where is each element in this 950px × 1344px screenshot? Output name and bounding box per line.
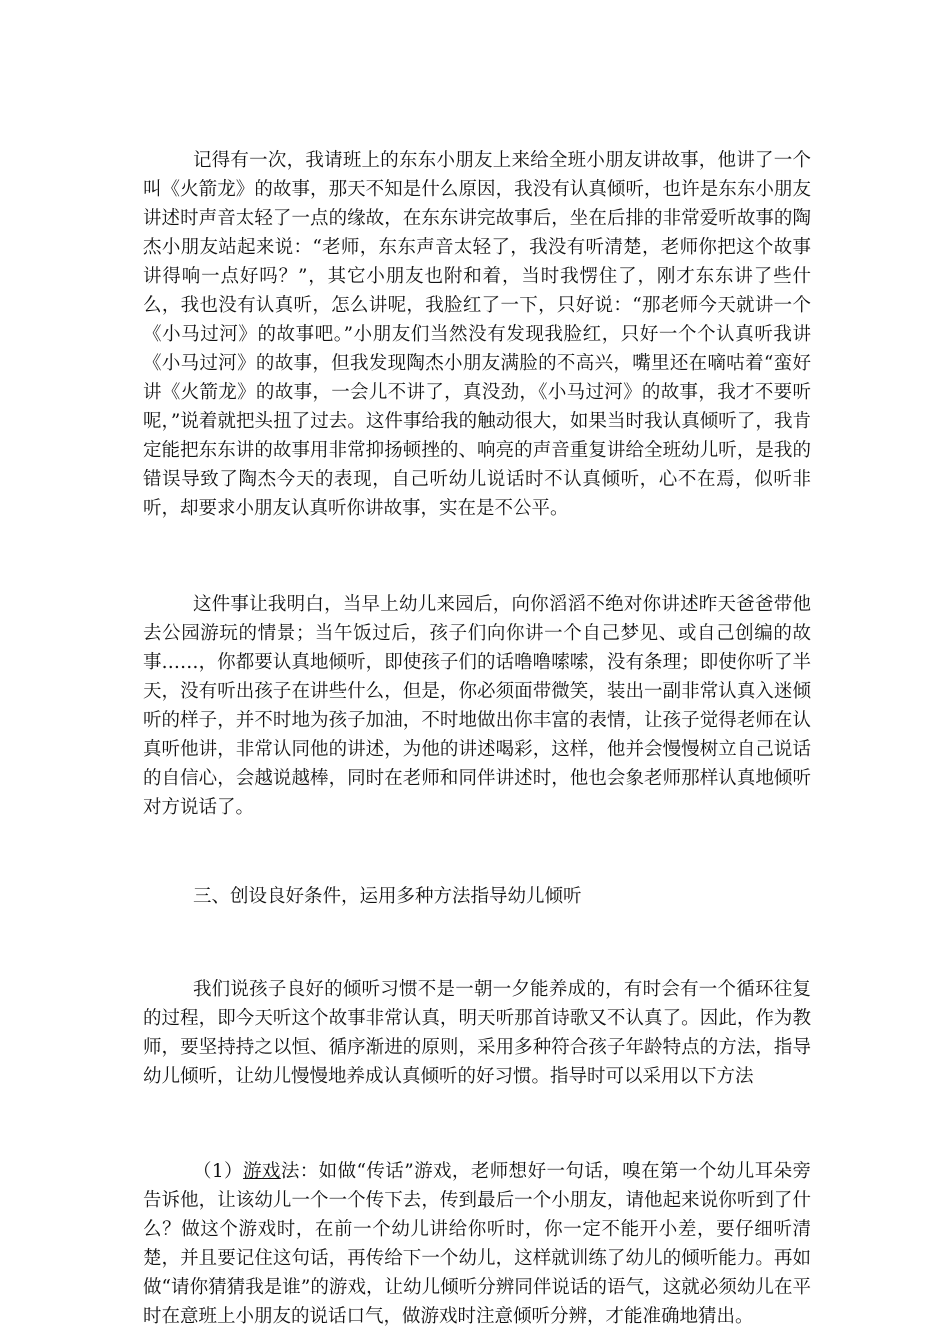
paragraph-2: 这件事让我明白，当早上幼儿来园后，向你滔滔不绝对你讲述昨天爸爸带他去公园游玩的情景；当午饭过后，孩子们向你讲一个自己梦见、或自己创编的故事……，你都要认真地倾听，即使孩子们的话噜噜嗦嗦，没有条理；即使你听了半天，没有听出孩子在讲些什么，但是，你必须面带微笑，装出一副非常认真入迷倾听的样子，并不时地为孩子加油，不时地做出你丰富的表情，让孩子觉得老师在认真听他讲，非常认同他的讲述，为他的讲述喝彩，这样，他并会慢慢树立自己说话的自信心，会越说越棒，同时在老师和同伴讲述时，他也会象老师那样认真地倾听对方说话了。 bbox=[143, 594, 811, 818]
document-page bbox=[143, 146, 811, 1331]
game-link[interactable]: 游戏 bbox=[242, 1161, 281, 1182]
paragraph-3: 我们说孩子良好的倾听习惯不是一朝一夕能养成的，有时会有一个循环往复的过程，即今天听这个故事非常认真，明天听那首诗歌又不认真了。因此，作为教师，要坚持持之以恒、循序渐进的原则，采用多种符合孩子年龄特点的方法，指导幼儿倾听，让幼儿慢慢地养成认真倾听的好习惯。指导时可以采用以下方法 bbox=[143, 979, 811, 1087]
paragraph-4-text: 法：如做“传话”游戏，老师想好一句话，嗅在第一个幼儿耳朵旁告诉他，让该幼儿一个一个传下去，传到最后一个小朋友，请他起来说你听到了什么？做这个游戏时，在前一个幼儿讲给你听时，你一定不能开小差，要仔细听清楚，并且要记住这句话，再传给下一个幼儿，这样就训练了幼儿的倾听能力。再如做“请你猜猜我是谁”的游戏，让幼儿倾听分辨同伴说话的语气，这就必须幼儿在平时在意班上小朋友的说话口气，做游戏时注意倾听分辨，才能准确地猜出。 bbox=[143, 1161, 811, 1327]
paragraph-1: 记得有一次，我请班上的东东小朋友上来给全班小朋友讲故事，他讲了一个叫《火箭龙》的故事，那天不知是什么原因，我没有认真倾听，也许是东东小朋友讲述时声音太轻了一点的缘故，在东东讲完故事后，坐在后排的非常爱听故事的陶杰小朋友站起来说：“老师，东东声音太轻了，我没有听清楚，老师你把这个故事讲得响一点好吗？”，其它小朋友也附和着，当时我愣住了，刚才东东讲了些什么，我也没有认真听，怎么讲呢，我脸红了一下，只好说：“那老师今天就讲一个《小马过河》的故事吧。”小朋友们当然没有发现我脸红，只好一个个认真听我讲《小马过河》的故事，但我发现陶杰小朋友满脸的不高兴，嘴里还在嘀咕着“蛮好讲《火箭龙》的故事，一会儿不讲了，真没劲，《小马过河》的故事，我才不要听呢，”说着就把头扭了过去。这件事给我的触动很大，如果当时我认真倾听了，我肯定能把东东讲的故事用非常抑扬顿挫的、响亮的声音重复讲给全班幼儿听，是我的错误导致了陶杰今天的表现，自己听幼儿说话时不认真倾听，心不在焉，似听非听，却要求小朋友认真听你讲故事，实在是不公平。 bbox=[143, 150, 811, 519]
section-heading: 三、创设良好条件，运用多种方法指导幼儿倾听 bbox=[192, 886, 582, 907]
paragraph-4-prefix: （1） bbox=[192, 1161, 243, 1182]
paragraph-4 bbox=[143, 1157, 811, 1331]
